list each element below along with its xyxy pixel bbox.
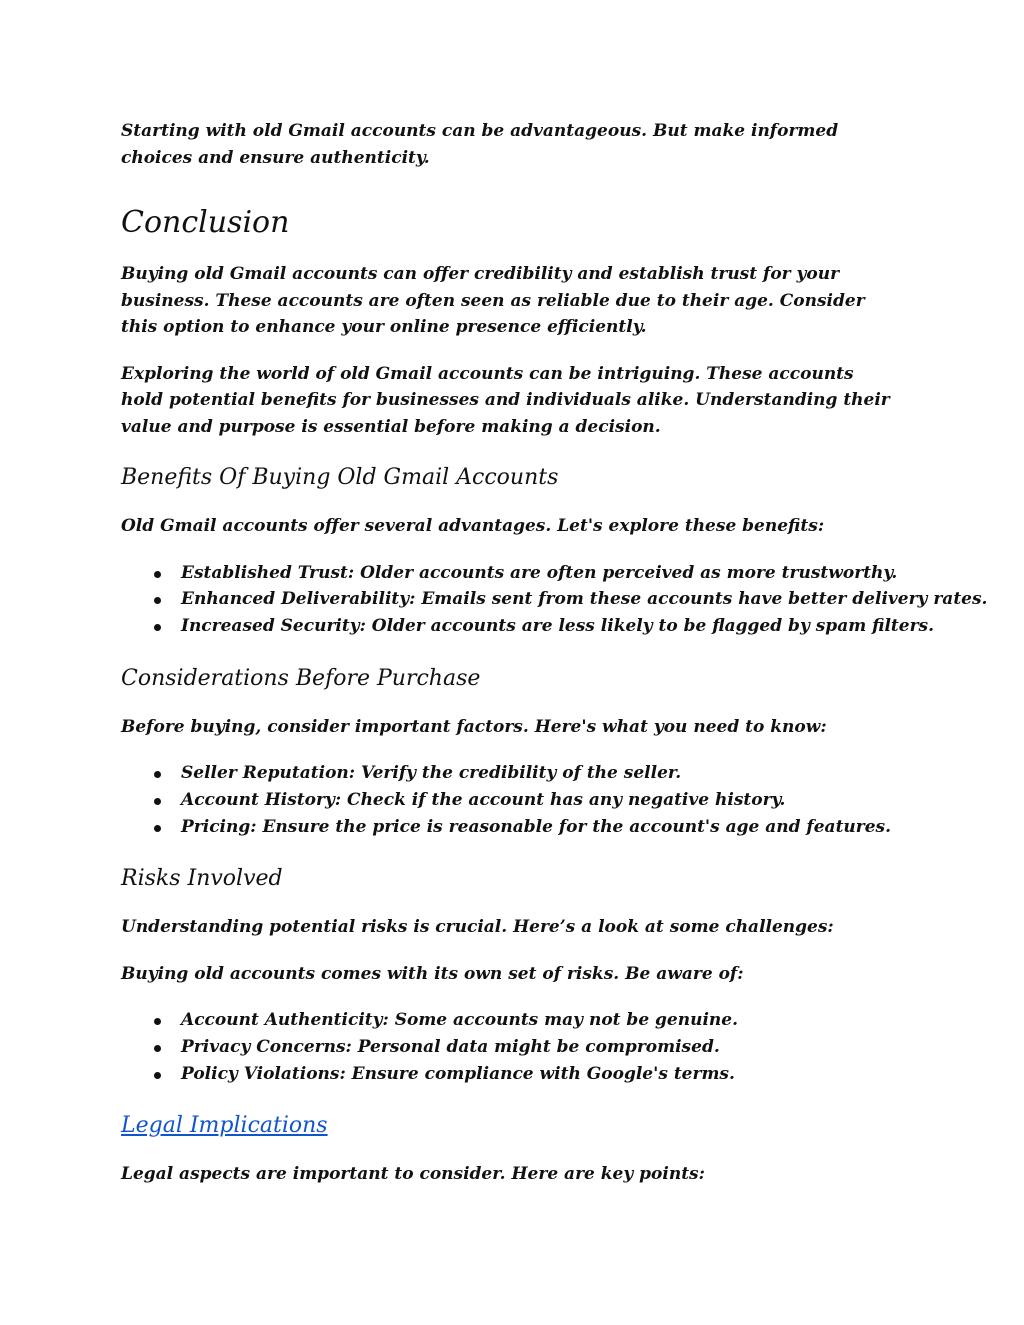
list-item: Privacy Concerns: Personal data might be compromised. <box>121 1034 901 1061</box>
legal-implications-link[interactable]: Legal Implications <box>121 1113 328 1139</box>
bullet-icon <box>154 1072 161 1079</box>
bullet-icon <box>154 597 161 604</box>
list-item: Seller Reputation: Verify the credibility of the seller. <box>121 760 901 787</box>
benefits-intro: Old Gmail accounts offer several advantages. Let's explore these benefits: <box>121 516 825 536</box>
conclusion-paragraph-2: Exploring the world of old Gmail accounts can be intriguing. These accounts hold potential benefits for businesses and individuals alike. Understanding their value and purpose is essential before making a decision. <box>121 363 890 437</box>
considerations-intro: Before buying, consider important factors. Here's what you need to know: <box>121 716 827 737</box>
document-page <box>121 118 988 1188</box>
benefits-list <box>121 560 988 640</box>
benefits-heading: Benefits Of Buying Old Gmail Accounts <box>121 465 559 490</box>
list-item: Enhanced Deliverability: Emails sent from these accounts have better delivery rates. <box>121 586 901 613</box>
list-item: Account History: Check if the account has any negative history. <box>121 787 901 814</box>
conclusion-heading: Conclusion <box>121 205 290 240</box>
considerations-list <box>121 760 901 840</box>
legal-heading <box>121 1112 901 1140</box>
list-item: Policy Violations: Ensure compliance with Google's terms. <box>121 1061 901 1088</box>
bullet-icon <box>154 1045 161 1052</box>
bullet-icon <box>154 624 161 631</box>
legal-intro: Legal aspects are important to consider. Here are key points: <box>121 1164 705 1185</box>
list-item: Established Trust: Older accounts are often perceived as more trustworthy. <box>121 560 901 587</box>
bullet-icon <box>154 825 161 832</box>
bullet-icon <box>154 798 161 805</box>
bullet-icon <box>154 571 161 578</box>
risks-list <box>121 1007 901 1087</box>
list-item: Account Authenticity: Some accounts may not be genuine. <box>121 1007 901 1034</box>
intro-paragraph: Starting with old Gmail accounts can be advantageous. But make informed choices and ensure authenticity. <box>121 121 839 168</box>
list-item: Pricing: Ensure the price is reasonable for the account's age and features. <box>121 814 901 841</box>
considerations-heading: Considerations Before Purchase <box>121 665 481 691</box>
risks-intro-2: Buying old accounts comes with its own set of risks. Be aware of: <box>121 963 744 984</box>
risks-intro: Understanding potential risks is crucial. Here’s a look at some challenges: <box>121 917 834 938</box>
conclusion-paragraph-1: Buying old Gmail accounts can offer credibility and establish trust for your business. These accounts are often seen as reliable due to their age. Consider this option to enhance your online presence efficiently. <box>121 264 865 337</box>
risks-heading: Risks Involved <box>121 866 283 892</box>
bullet-icon <box>154 771 161 778</box>
list-item: Increased Security: Older accounts are less likely to be flagged by spam filters. <box>121 613 901 640</box>
bullet-icon <box>154 1018 161 1025</box>
